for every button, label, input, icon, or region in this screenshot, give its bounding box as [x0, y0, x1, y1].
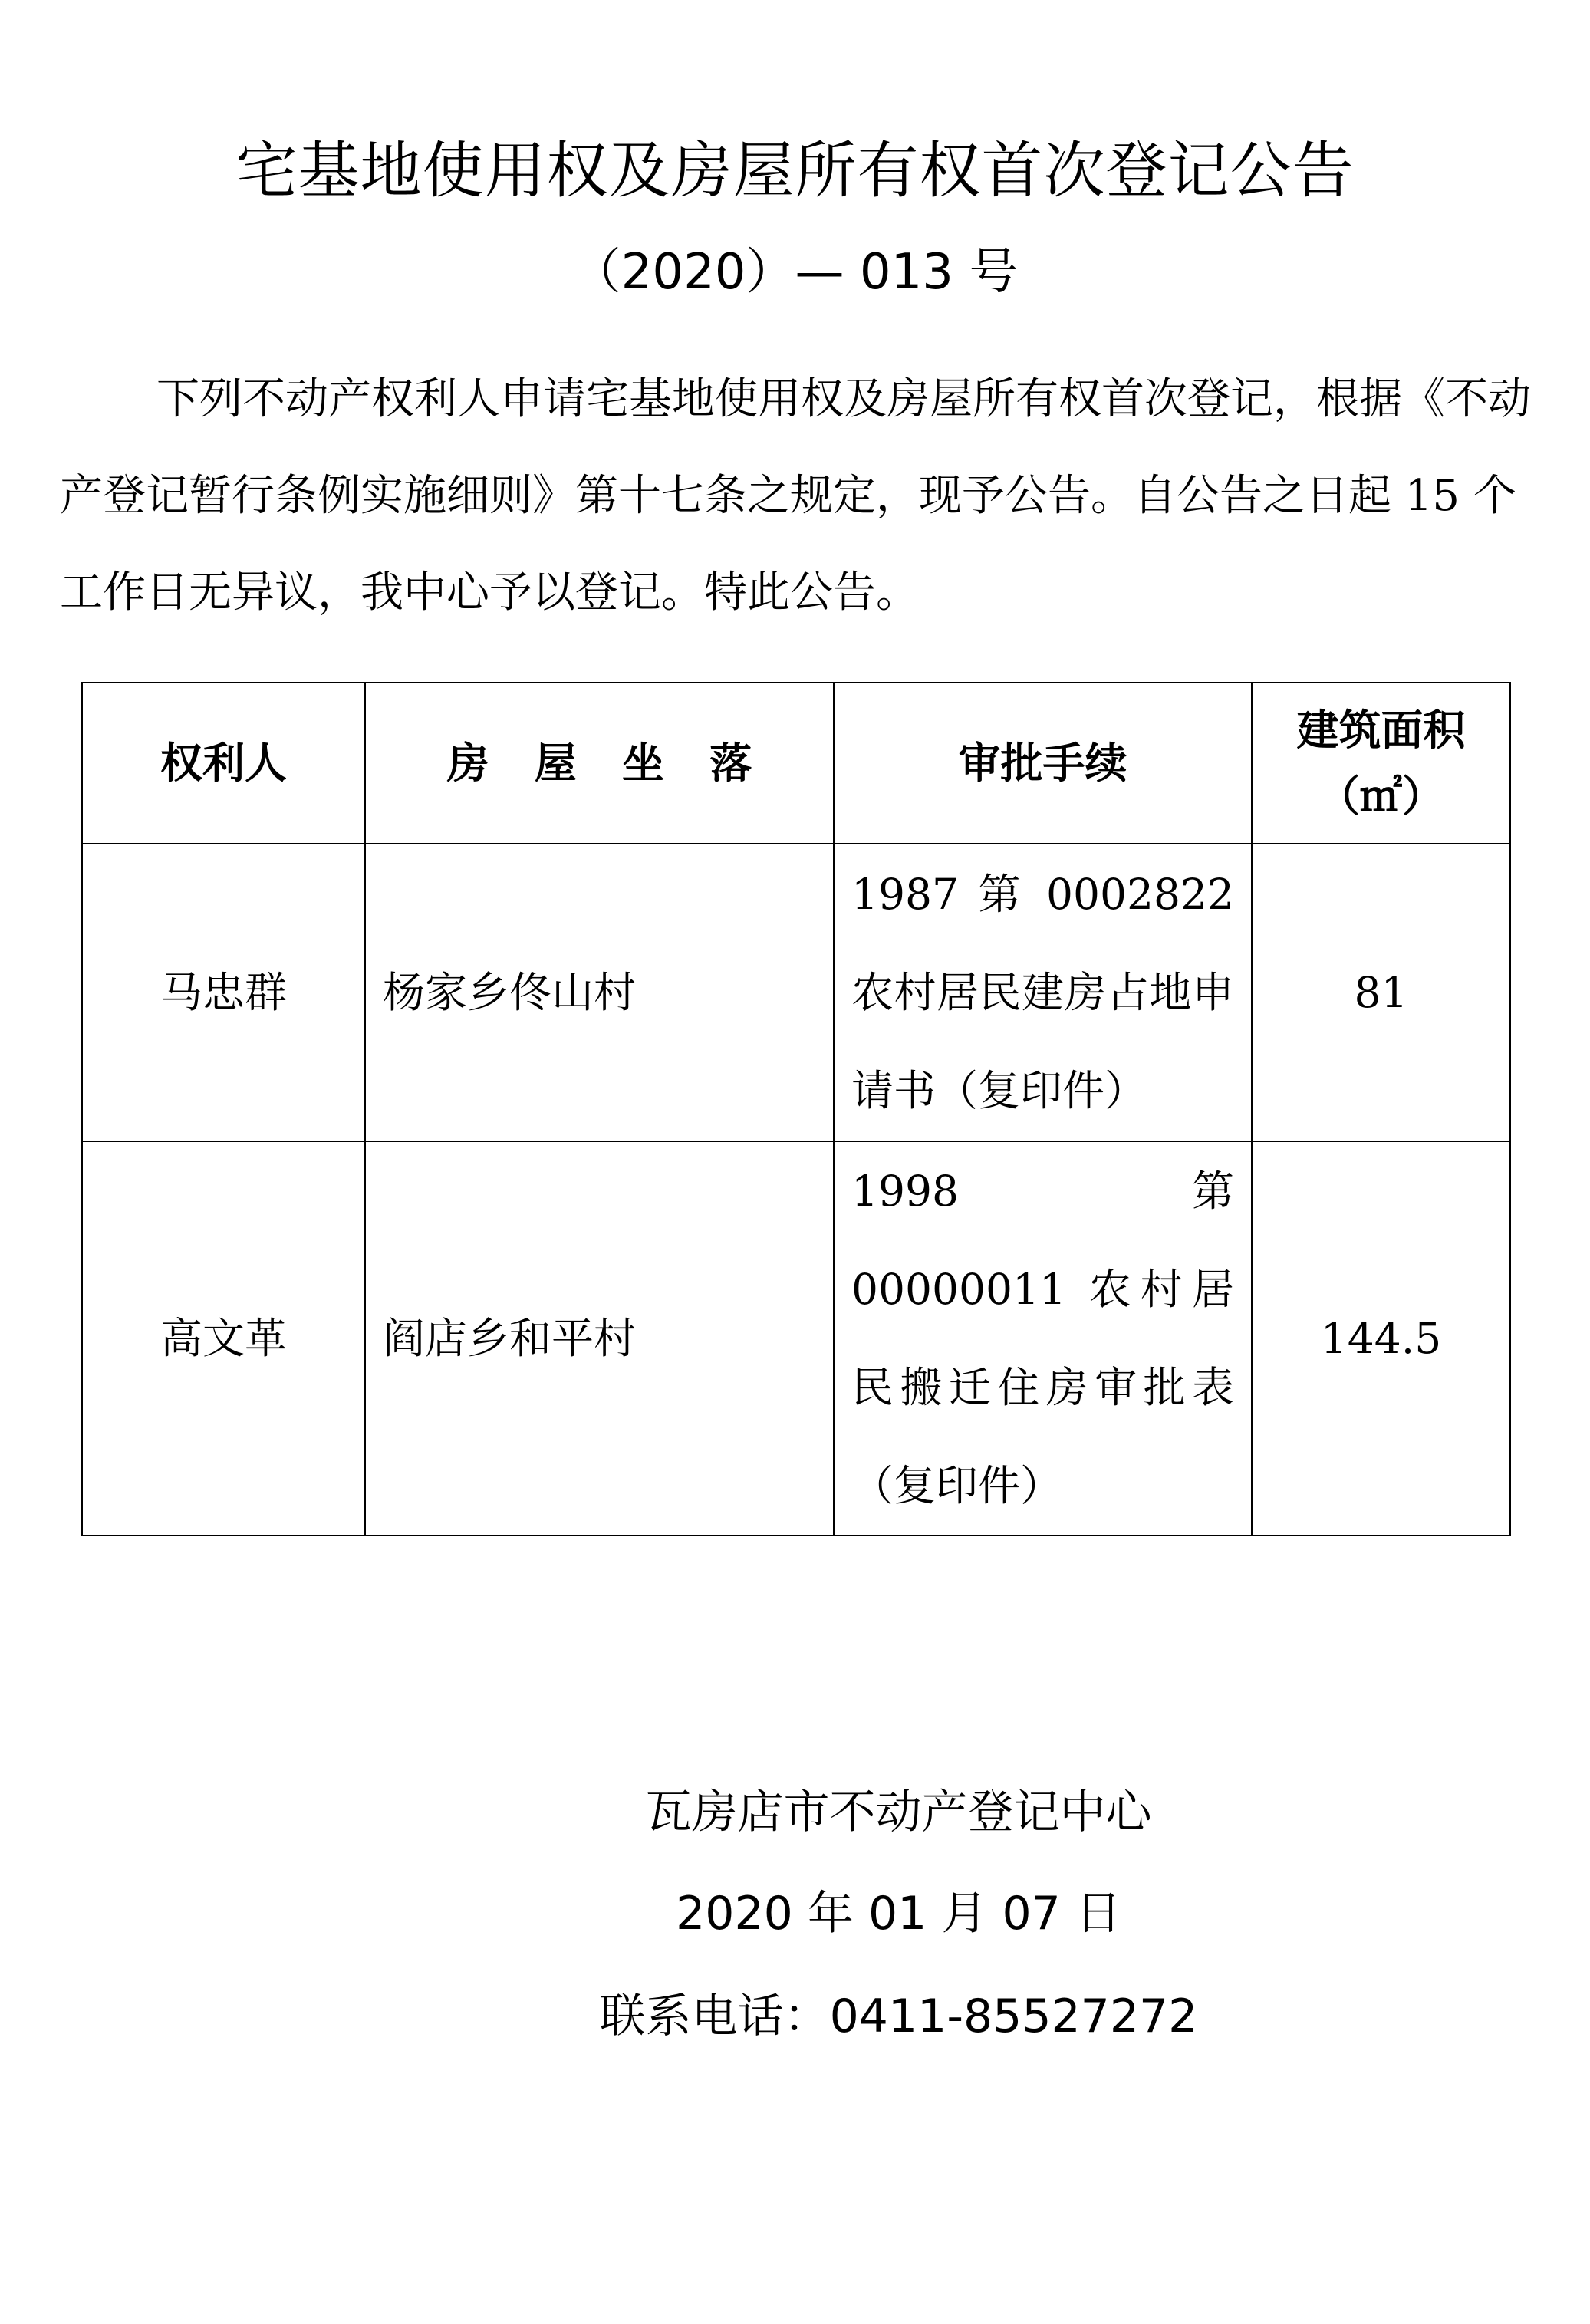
table-row [82, 844, 1510, 1141]
table-header-row [82, 683, 1510, 844]
document-number: （2020）— 013 号 [571, 244, 1019, 301]
header-area-unit: （㎡） [1317, 771, 1444, 821]
issue-date: 2020 年 01 月 07 日 [676, 1887, 1121, 1941]
cell-location: 阎店乡和平村 [365, 1141, 834, 1536]
cell-location: 杨家乡佟山村 [365, 844, 834, 1141]
notice-body [60, 351, 1555, 641]
header-location: 房 屋 坐 落 [365, 683, 834, 844]
notice-title: 宅基地使用权及房屋所有权首次登记公告 [235, 135, 1355, 206]
cell-approval: 1987 第 0002822 农村居民建房占地申请书（复印件） [834, 844, 1252, 1141]
cell-area: 81 [1252, 844, 1510, 1141]
cell-area: 144.5 [1252, 1141, 1510, 1536]
header-holder: 权利人 [82, 683, 365, 844]
cell-approval: 1998 第 00000011 农村居民搬迁住房审批表（复印件） [834, 1141, 1252, 1536]
issuing-organization: 瓦房店市不动产登记中心 [645, 1786, 1152, 1839]
notice-paragraph: 下列不动产权利人申请宅基地使用权及房屋所有权首次登记，根据《不动产登记暂行条例实施细则》第十七条之规定，现予公告。自公告之日起 15 个工作日无异议，我中心予以登记。特此公告。 [60, 374, 1531, 617]
header-area [1252, 683, 1510, 844]
header-area-label: 建筑面积 [1296, 705, 1466, 755]
contact-phone: 联系电话：0411-85527272 [599, 1990, 1198, 2043]
cell-holder: 高文革 [82, 1141, 365, 1536]
registration-table [81, 682, 1511, 1536]
header-approval: 审批手续 [834, 683, 1252, 844]
cell-holder: 马忠群 [82, 844, 365, 1141]
table-row [82, 1141, 1510, 1536]
